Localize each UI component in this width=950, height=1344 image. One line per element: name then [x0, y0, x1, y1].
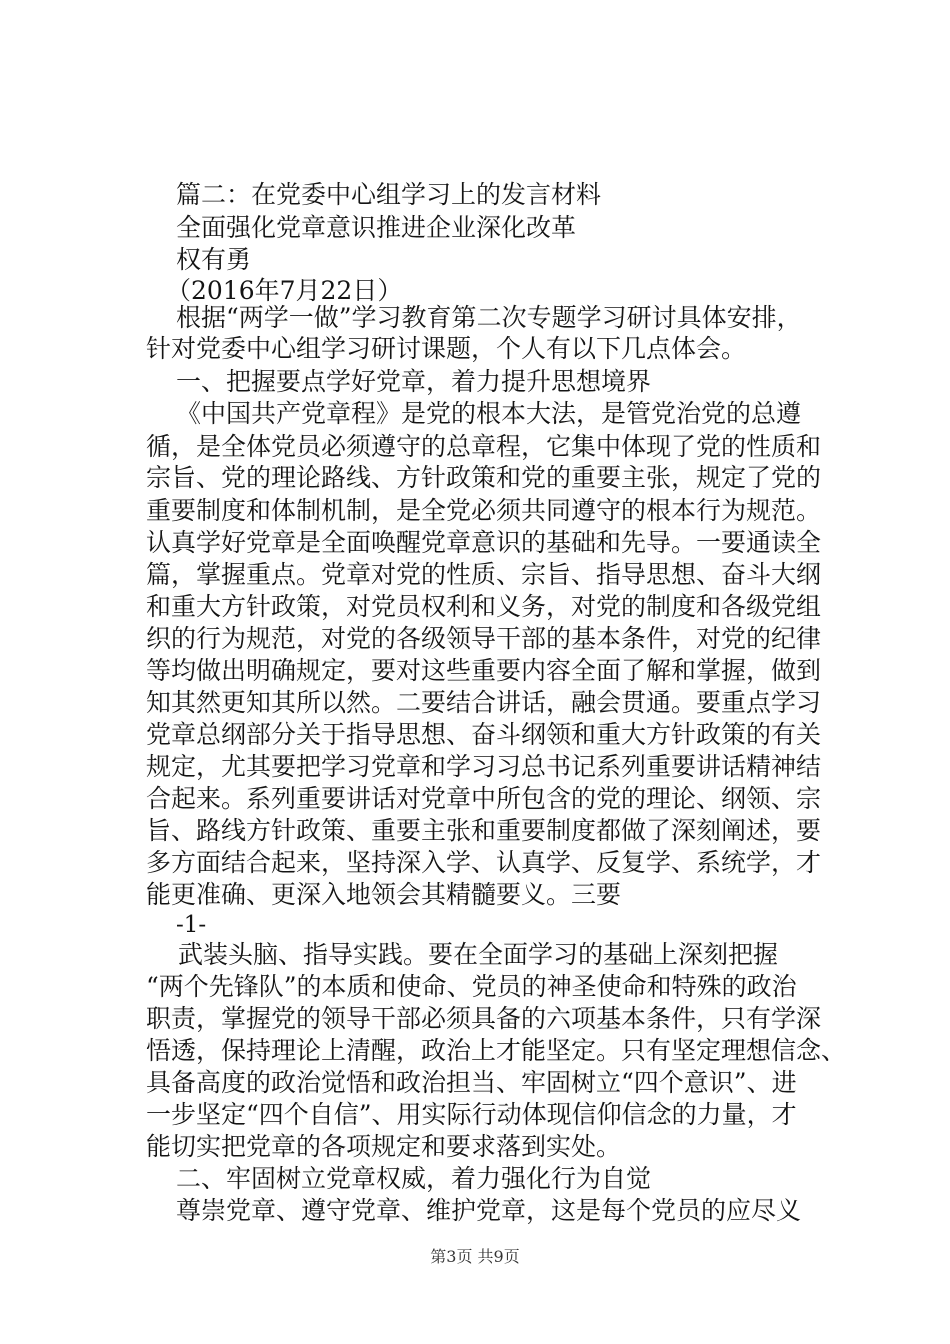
inner-page-number: -1- — [176, 912, 207, 938]
body-line: 党章总纲部分关于指导思想、奋斗纲领和重大方针政策的有关 — [146, 720, 822, 749]
body-line: 循，是全体党员必须遵守的总章程，它集中体现了党的性质和 — [146, 432, 822, 461]
body-line: 针对党委中心组学习研讨课题，个人有以下几点体会。 — [146, 334, 747, 363]
body-line: 具备高度的政治觉悟和政治担当、牢固树立“四个意识”、进 — [146, 1068, 797, 1097]
body-line: 武装头脑、指导实践。要在全面学习的基础上深刻把握 — [178, 940, 779, 969]
article-heading: 篇二：在党委中心组学习上的发言材料 — [176, 180, 602, 209]
body-line: 宗旨、党的理论路线、方针政策和党的重要主张，规定了党的 — [146, 463, 822, 492]
body-line: 一步坚定“四个自信”、用实际行动体现信仰信念的力量，才 — [146, 1100, 797, 1129]
body-line: 认真学好党章是全面唤醒党章意识的基础和先导。一要通读全 — [146, 528, 822, 557]
body-line: 悟透，保持理论上清醒，政治上才能坚定。只有坚定理想信念、 — [146, 1036, 847, 1065]
body-line: 篇，掌握重点。党章对党的性质、宗旨、指导思想、奋斗大纲 — [146, 560, 822, 589]
body-line: 职责，掌握党的领导干部必须具备的六项基本条件，只有学深 — [146, 1004, 822, 1033]
body-line: 合起来。系列重要讲话对党章中所包含的党的理论、纲领、宗 — [146, 784, 822, 813]
speaker-name: 权有勇 — [176, 245, 252, 274]
section-heading: 一、把握要点学好党章，着力提升思想境界 — [176, 367, 652, 396]
body-line: 等均做出明确规定，要对这些重要内容全面了解和掌握，做到 — [146, 656, 822, 685]
body-line: 根据“两学一做”学习教育第二次专题学习研讨具体安排， — [176, 303, 802, 332]
body-line: 重要制度和体制机制，是全党必须共同遵守的根本行为规范。 — [146, 496, 822, 525]
body-line: “两个先锋队”的本质和使命、党员的神圣使命和特殊的政治 — [146, 972, 797, 1001]
section-heading: 二、牢固树立党章权威，着力强化行为自觉 — [176, 1164, 652, 1193]
body-line: 尊崇党章、遵守党章、维护党章，这是每个党员的应尽义 — [176, 1196, 802, 1225]
body-line: 《中国共产党章程》是党的根本大法，是管党治党的总遵 — [176, 399, 802, 428]
body-line: 旨、路线方针政策、重要主张和重要制度都做了深刻阐述，要 — [146, 816, 822, 845]
speech-date: （2016年7月22日） — [166, 276, 403, 305]
body-line: 能切实把党章的各项规定和要求落到实处。 — [146, 1132, 622, 1161]
body-line: 规定，尤其要把学习党章和学习习总书记系列重要讲话精神结 — [146, 752, 822, 781]
body-line: 织的行为规范，对党的各级领导干部的基本条件，对党的纪律 — [146, 624, 822, 653]
body-line: 多方面结合起来，坚持深入学、认真学、反复学、系统学，才 — [146, 848, 822, 877]
page-footer: 第3页 共9页 — [430, 1247, 520, 1266]
speech-title: 全面强化党章意识推进企业深化改革 — [176, 213, 577, 242]
body-line: 能更准确、更深入地领会其精髓要义。三要 — [146, 880, 622, 909]
body-line: 和重大方针政策，对党员权利和义务，对党的制度和各级党组 — [146, 592, 822, 621]
body-line: 知其然更知其所以然。二要结合讲话，融会贯通。要重点学习 — [146, 688, 822, 717]
